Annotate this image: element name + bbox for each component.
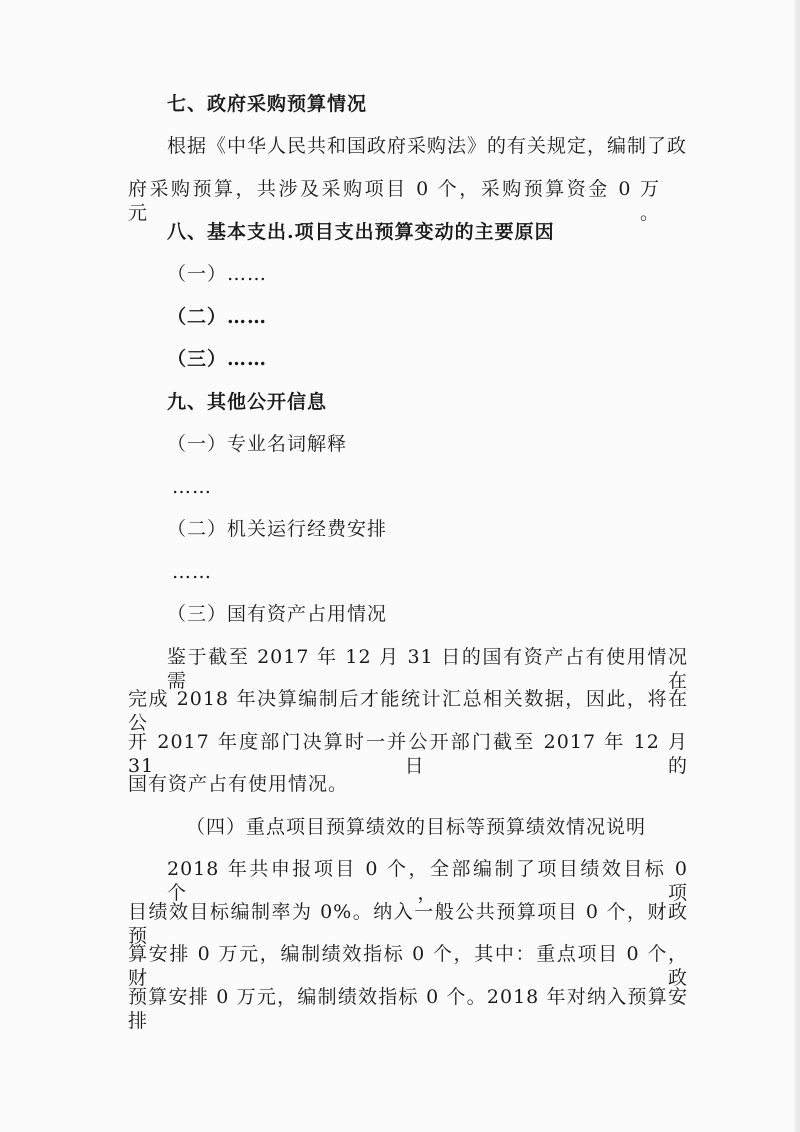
- list-item: （二）……: [167, 306, 268, 328]
- list-item: （一）……: [167, 263, 268, 285]
- paragraph-line: 府采购预算，共涉及采购项目 0 个，采购预算资金 0 万元。: [128, 178, 660, 224]
- paragraph-line: 算安排 0 万元，编制绩效指标 0 个，其中：重点项目 0 个，财政: [128, 943, 688, 989]
- section-heading-8: 八、基本支出.项目支出预算变动的主要原因: [167, 221, 555, 243]
- subheading: （四）重点项目预算绩效的目标等预算绩效情况说明: [186, 816, 647, 838]
- paragraph-line: 预算安排 0 万元，编制绩效指标 0 个。2018 年对纳入预算安排: [128, 986, 688, 1032]
- ellipsis-text: ……: [172, 561, 212, 583]
- scan-edge: [794, 0, 800, 1132]
- paragraph-line: 根据《中华人民共和国政府采购法》的有关规定，编制了政: [167, 135, 688, 157]
- paragraph-line: 国有资产占有使用情况。: [128, 773, 349, 795]
- paragraph-line: 完成 2018 年决算编制后才能统计汇总相关数据，因此，将在公: [128, 688, 688, 734]
- list-item: （三）……: [167, 348, 268, 370]
- paragraph-line: 2018 年共申报项目 0 个，全部编制了项目绩效目标 0 个，项: [167, 858, 688, 904]
- section-heading-9: 九、其他公开信息: [167, 391, 328, 413]
- paragraph-line: 目绩效目标编制率为 0%。纳入一般公共预算项目 0 个，财政预: [128, 901, 688, 947]
- section-heading-7: 七、政府采购预算情况: [167, 93, 368, 115]
- subheading: （三）国有资产占用情况: [167, 603, 388, 625]
- subheading: （一）专业名词解释: [167, 433, 348, 455]
- subheading: （二）机关运行经费安排: [167, 518, 388, 540]
- paragraph-line: 开 2017 年度部门决算时一并公开部门截至 2017 年 12 月 31 日的: [128, 731, 688, 777]
- paragraph-line: 鉴于截至 2017 年 12 月 31 日的国有资产占有使用情况需在: [167, 646, 688, 692]
- ellipsis-text: ……: [172, 476, 212, 498]
